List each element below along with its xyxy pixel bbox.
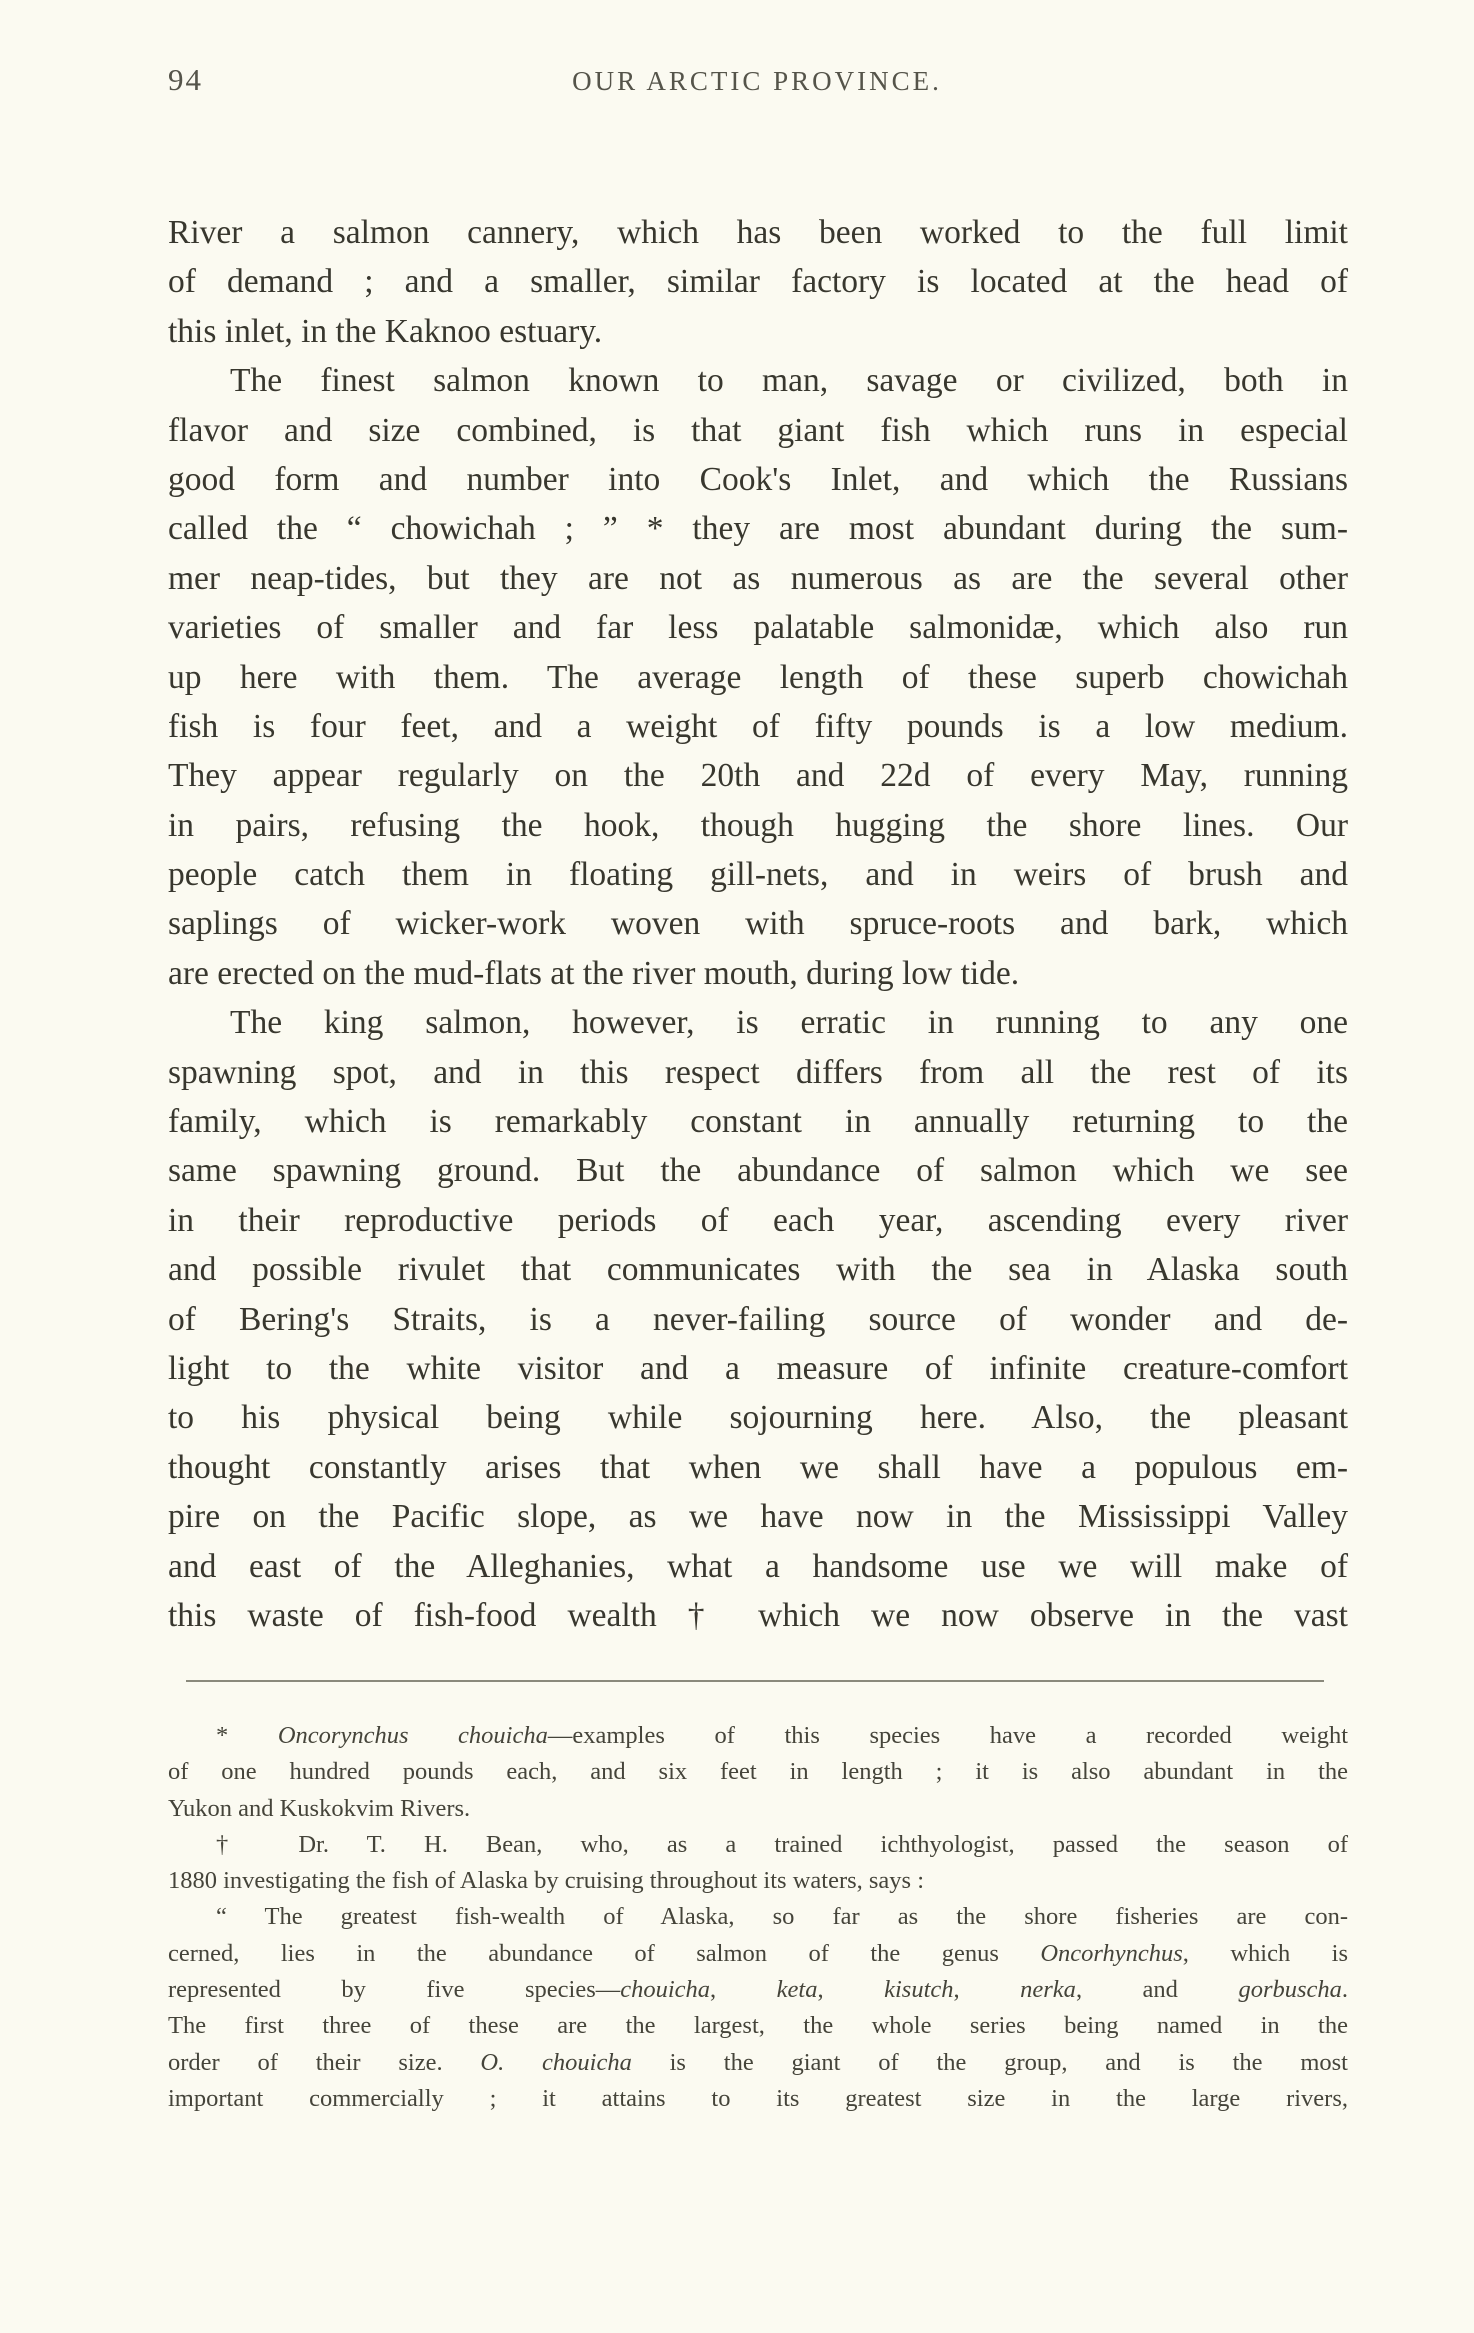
body-line: mer neap-tides, but they are not as numerous as are the several other xyxy=(168,559,1348,597)
footnote-text: Yukon and Kuskokvim Rivers. xyxy=(168,1794,471,1822)
body-line: in pairs, refusing the hook, though hugging the shore lines. Our xyxy=(168,806,1348,844)
footnote-text: of one hundred pounds each, and six feet in length ; it is also abundant in the xyxy=(168,1758,1348,1786)
footnote-text: represented by five species— xyxy=(168,1976,621,2004)
body-line: up here with them. The average length of these superb chowichah xyxy=(168,658,1348,696)
body-line: this waste of fish-food wealth † which we now observe in the vast xyxy=(168,1596,1348,1634)
running-head: OUR ARCTIC PROVINCE. xyxy=(572,66,942,96)
footnote-line xyxy=(168,1899,1348,1935)
body-line: fish is four feet, and a weight of fifty pounds is a low medium. xyxy=(168,707,1348,745)
body-line: are erected on the mud-flats at the river mouth, during low tide. xyxy=(168,954,1020,992)
footnote-line xyxy=(168,1863,1348,1899)
footnote-italic-text: nerka xyxy=(1020,1976,1076,2004)
body-line: They appear regularly on the 20th and 22d of every May, running xyxy=(168,757,1348,795)
footnote-italic-text: kisutch xyxy=(884,1976,954,2004)
body-line: varieties of smaller and far less palatable salmonidæ, which also run xyxy=(168,609,1348,647)
footnote-text: The first three of these are the largest, the whole series being named in the xyxy=(168,2012,1348,2040)
body-line: family, which is remarkably constant in annually returning to the xyxy=(168,1103,1348,1141)
footnote-text: . xyxy=(1341,1976,1349,2004)
footnote-text: , xyxy=(953,1976,1021,2004)
page-number: 94 xyxy=(168,62,203,97)
footnote-text: † Dr. T. H. Bean, who, as a trained ichthyologist, passed the season of xyxy=(216,1830,1348,1858)
body-line: River a salmon cannery, which has been worked to the full limit xyxy=(168,214,1348,251)
footnote-line xyxy=(168,1972,1348,2008)
footnote-line xyxy=(168,1936,1348,1972)
footnote-line xyxy=(168,1754,1348,1790)
footnote-line xyxy=(168,1718,1348,1754)
body-line: to his physical being while sojourning here. Also, the pleasant xyxy=(168,1399,1348,1437)
body-line: pire on the Pacific slope, as we have now in the Mississippi Valley xyxy=(168,1498,1348,1536)
footnote-line xyxy=(168,1791,1348,1827)
footnote-text: “ The greatest fish-wealth of Alaska, so far as the shore fisheries are con- xyxy=(216,1903,1348,1931)
footnotes xyxy=(168,1718,1348,2117)
footnote-line xyxy=(168,2008,1348,2044)
body-line: and possible rivulet that communicates with the sea in Alaska south xyxy=(168,1251,1348,1289)
footnote-italic-text: Oncorynchus chouicha xyxy=(277,1722,548,1749)
body-line: this inlet, in the Kaknoo estuary. xyxy=(168,312,603,350)
footnote-italic-text: keta xyxy=(776,1976,818,2004)
footnote-text: cerned, lies in the abundance of salmon of the genus xyxy=(168,1939,1041,1967)
footnote-italic-text: chouicha xyxy=(620,1976,711,2004)
body-line: called the “ chowichah ; ” * they are most abundant during the sum- xyxy=(168,510,1348,548)
footnote-text: , xyxy=(817,1976,885,2004)
body-line: thought constantly arises that when we shall have a populous em- xyxy=(168,1448,1348,1486)
footnote-text: , xyxy=(710,1976,777,2004)
footnote-line xyxy=(168,2081,1348,2117)
body-line: in their reproductive periods of each year, ascending every river xyxy=(168,1201,1348,1239)
body-line: same spawning ground. But the abundance of salmon which we see xyxy=(168,1152,1348,1190)
footnote-italic-text: gorbuscha xyxy=(1238,1976,1342,2004)
body-line: people catch them in floating gill-nets, and in weirs of brush and xyxy=(168,856,1348,894)
footnote-divider xyxy=(186,1680,1324,1682)
footnote-line xyxy=(168,1827,1348,1863)
footnote-italic-text: Oncorhynchus xyxy=(1040,1939,1183,1967)
body-line: of demand ; and a smaller, similar factory is located at the head of xyxy=(168,263,1348,301)
body-line: spawning spot, and in this respect differs from all the rest of its xyxy=(168,1053,1348,1091)
body-line: flavor and size combined, is that giant fish which runs in especial xyxy=(168,411,1348,449)
footnote-text: is the giant of the group, and is the most xyxy=(631,2048,1348,2076)
footnote-line xyxy=(168,2045,1348,2081)
footnote-text: , which is xyxy=(1182,1939,1348,1967)
body-line: The finest salmon known to man, savage or civilized, both in xyxy=(230,362,1348,400)
body-line: light to the white visitor and a measure of infinite creature-comfort xyxy=(168,1349,1348,1387)
body-text xyxy=(168,208,1348,1640)
body-line: of Bering's Straits, is a never-failing source of wonder and de- xyxy=(168,1300,1348,1338)
body-line: good form and number into Cook's Inlet, and which the Russians xyxy=(168,460,1348,498)
body-line: saplings of wicker-work woven with spruce-roots and bark, which xyxy=(168,905,1348,943)
footnote-italic-text: O. chouicha xyxy=(480,2048,632,2076)
footnote-text: —examples of this species have a recorded weight xyxy=(547,1722,1349,1749)
body-line: and east of the Alleghanies, what a handsome use we will make of xyxy=(168,1547,1348,1585)
body-line: The king salmon, however, is erratic in running to any one xyxy=(230,1004,1348,1042)
footnote-text: * xyxy=(216,1722,278,1749)
footnote-text: order of their size. xyxy=(168,2048,481,2076)
footnote-text: 1880 investigating the fish of Alaska by cruising throughout its waters, says : xyxy=(168,1867,925,1895)
footnote-text: , and xyxy=(1075,1976,1239,2004)
footnote-text: important commercially ; it attains to its greatest size in the large rivers, xyxy=(168,2084,1348,2112)
